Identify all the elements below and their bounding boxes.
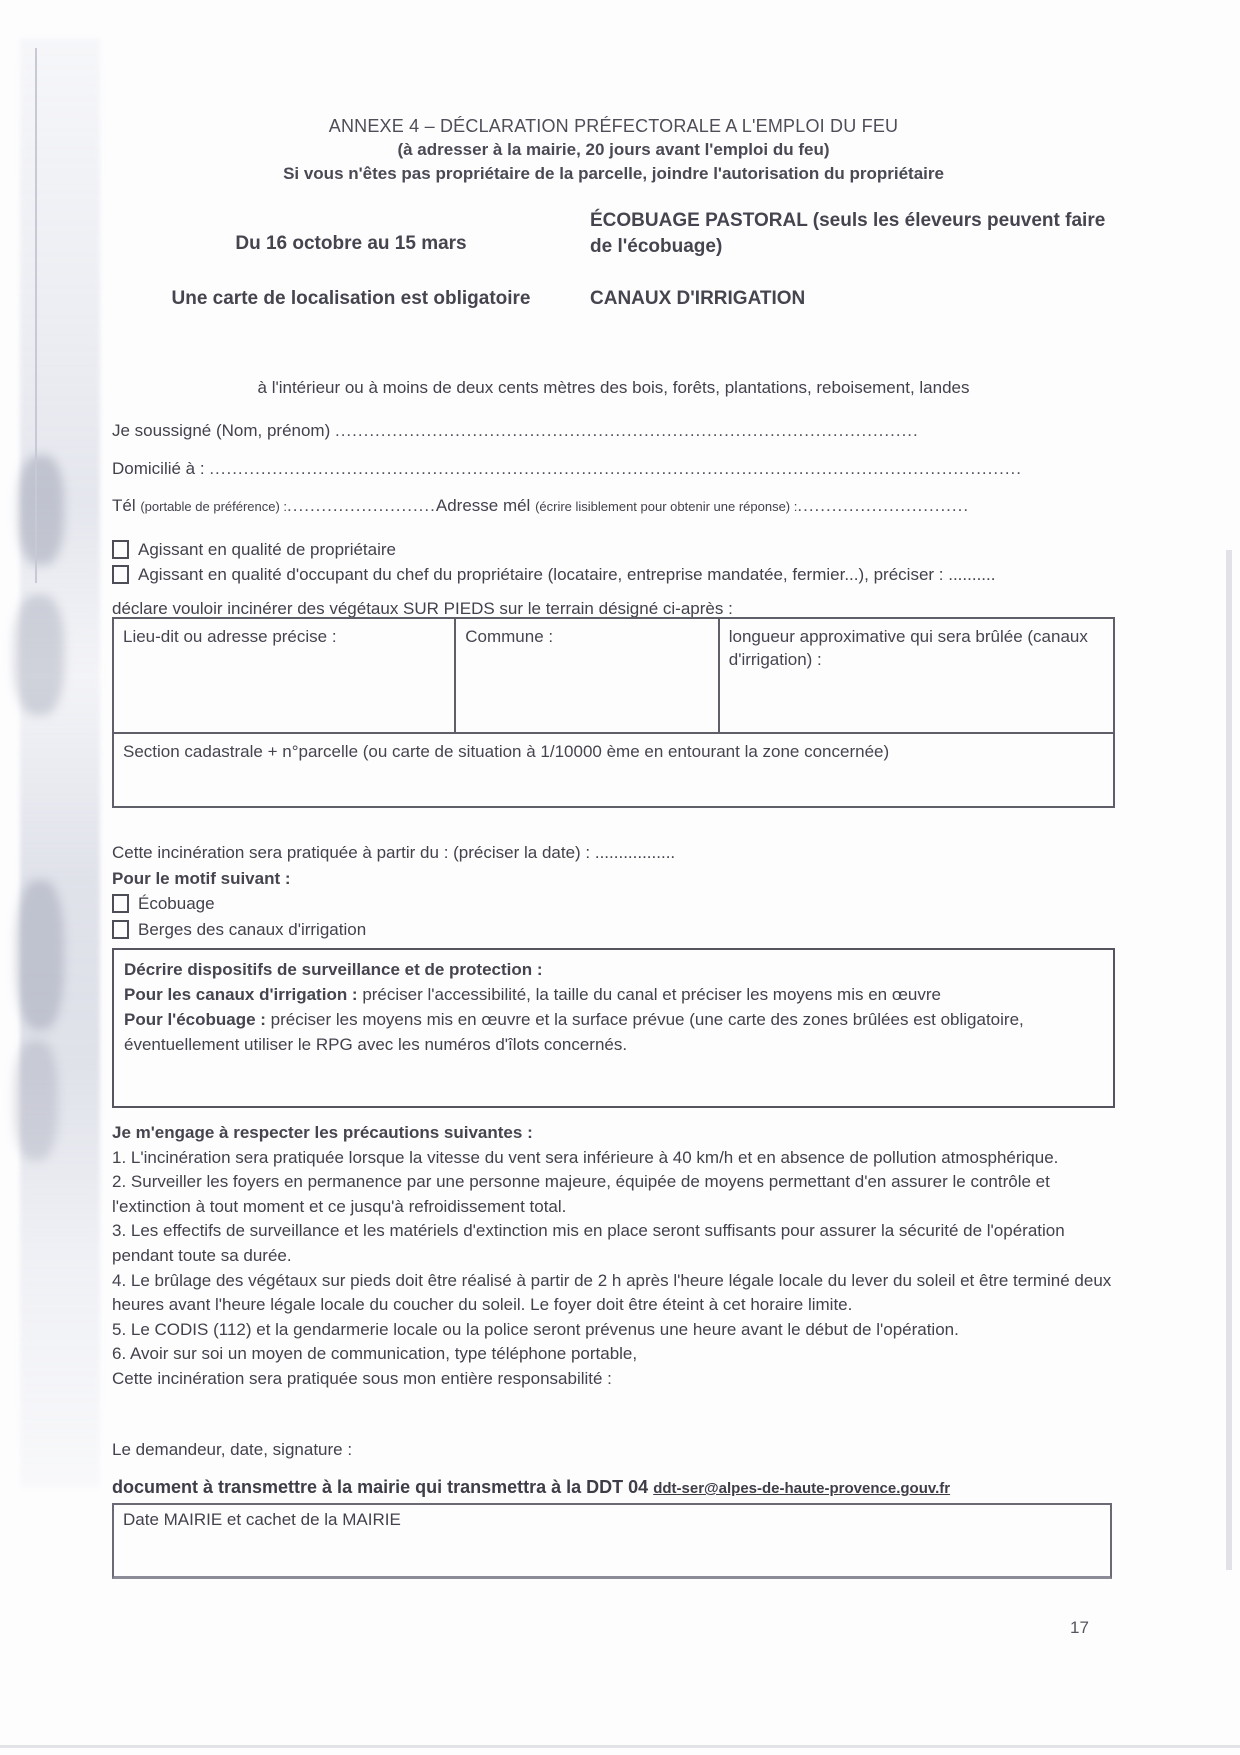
scan-smudge — [16, 880, 64, 1030]
mairie-stamp-label: Date MAIRIE et cachet de la MAIRIE — [123, 1510, 401, 1529]
tel-field: .......................... — [287, 496, 436, 515]
applicant-name-line — [112, 421, 1115, 441]
owner-checkbox[interactable] — [112, 540, 129, 559]
scan-vertical-line — [35, 48, 37, 583]
applicant-name-field: ...................................................................................................... — [334, 421, 919, 440]
surveillance-canaux-text: préciser l'accessibilité, la taille du canal et préciser les moyens mis en œuvre — [357, 985, 941, 1004]
proximity-note: à l'intérieur ou à moins de deux cents mètres des bois, forêts, plantations, reboisement, landes — [257, 378, 970, 397]
applicant-name-label: Je soussigné (Nom, prénom) — [112, 421, 335, 440]
transmit-text: document à transmettre à la mairie qui transmettra à la DDT 04 — [112, 1477, 654, 1497]
surveillance-canaux-line — [124, 982, 1103, 1007]
map-required-note: Une carte de localisation est obligatoire — [171, 288, 531, 309]
email-note: (écrire lisiblement pour obtenir une réponse) : — [535, 499, 798, 514]
transmit-note — [112, 1477, 1115, 1498]
table-cell-commune: Commune : — [455, 618, 719, 733]
owner-option-label: Agissant en qualité de propriétaire — [138, 540, 396, 559]
engagement-item-5: 5. Le CODIS (112) et la gendarmerie locale ou la police seront prévenus une heure avant le début de l'opération. — [112, 1319, 959, 1339]
signature-line: Le demandeur, date, signature : — [112, 1440, 353, 1459]
subtitles-row — [112, 286, 1115, 315]
surveillance-box — [112, 948, 1115, 1108]
occupant-option-row — [112, 562, 1115, 587]
scan-bottom-edge-line — [0, 1745, 1240, 1748]
surveillance-ecobuage-label: Pour l'écobuage : — [124, 1010, 266, 1029]
surveillance-ecobuage-line — [124, 1007, 1103, 1057]
engagement-item-3: 3. Les effectifs de surveillance et les matériels d'extinction mis en place seront suffisants pour assurer la sécurité de l'opération pendant toute sa durée. — [112, 1221, 1065, 1265]
engagement-heading: Je m'engage à respecter les précautions suivantes : — [112, 1123, 533, 1142]
titles-row — [112, 208, 1115, 260]
address-line — [112, 459, 1115, 479]
engagement-item-6: 6. Avoir sur soi un moyen de communication, type téléphone portable, — [112, 1344, 638, 1364]
surveillance-heading: Décrire dispositifs de surveillance et de protection : — [124, 960, 543, 979]
tel-label: Tél — [112, 496, 141, 515]
quality-options — [112, 537, 1115, 587]
burn-date-line: Cette incinération sera pratiquée à partir du : (préciser la date) : ................. — [112, 843, 676, 862]
declaration-intent: déclare vouloir incinérer des végétaux SUR PIEDS sur le terrain désigné ci-après : — [112, 599, 733, 618]
owner-option-row — [112, 537, 1115, 562]
motif-ecobuage-row — [112, 894, 1115, 914]
motif-ecobuage-checkbox[interactable] — [112, 894, 129, 913]
location-table — [112, 617, 1115, 808]
engagement-item-4: 4. Le brûlage des végétaux sur pieds doit être réalisé à partir de 2 h après l'heure légale locale du lever du soleil et être terminé deux heures avant l'heure légale locale du coucher du soleil. Le foyer doit être éteint à cet horaire limite. — [112, 1270, 1112, 1315]
occupant-checkbox[interactable] — [112, 565, 129, 584]
form-subtitle-delay: (à adresser à la mairie, 20 jours avant l'emploi du feu) — [397, 140, 830, 159]
engagement-item-1: 1. L'incinération sera pratiquée lorsque la vitesse du vent sera inférieure à 40 km/h et en absence de pollution atmosphérique. — [112, 1147, 1059, 1167]
occupant-option-label: Agissant en qualité d'occupant du chef du propriétaire (locataire, entreprise mandatée, fermier...), préciser : .......... — [138, 565, 996, 584]
address-field: .............................................................................................................................................. — [209, 459, 1022, 478]
scan-smudge — [14, 1040, 58, 1160]
page-number: 17 — [1070, 1618, 1089, 1637]
scan-smudge-left-band — [20, 38, 100, 1488]
mairie-stamp-box — [112, 1503, 1112, 1579]
responsibility-note: Cette incinération sera pratiquée sous mon entière responsabilité : — [112, 1368, 612, 1388]
scan-right-edge-band — [1226, 550, 1232, 1570]
engagement-section — [112, 1121, 1115, 1392]
motif-label: Pour le motif suivant : — [112, 869, 291, 888]
motif-berges-label: Berges des canaux d'irrigation — [138, 920, 367, 939]
surveillance-canaux-label: Pour les canaux d'irrigation : — [124, 985, 358, 1004]
transmit-email-link[interactable]: ddt-ser@alpes-de-haute-provence.gouv.fr — [653, 1480, 951, 1497]
engagement-item-2: 2. Surveiller les foyers en permanence par une personne majeure, équipée de moyens permettant d'en assurer le contrôle et l'extinction à tout moment et ce jusqu'à refroidissement total. — [112, 1172, 1050, 1216]
canaux-title: CANAUX D'IRRIGATION — [590, 288, 806, 309]
table-cell-longueur: longueur approximative qui sera brûlée (canaux d'irrigation) : — [719, 618, 1114, 733]
email-label: Adresse mél — [435, 496, 536, 515]
motif-ecobuage-label: Écobuage — [138, 894, 215, 913]
scan-smudge — [18, 455, 64, 565]
scan-smudge — [14, 595, 64, 715]
motif-berges-row — [112, 920, 1115, 940]
tel-note: (portable de préférence) : — [140, 499, 288, 514]
ecobuage-title: ÉCOBUAGE PASTORAL (seuls les éleveurs peuvent faire de l'écobuage) — [590, 210, 1106, 257]
table-cell-lieu-dit: Lieu-dit ou adresse précise : — [113, 618, 455, 733]
email-field: .............................. — [797, 496, 970, 515]
form-subtitle-owner: Si vous n'êtes pas propriétaire de la parcelle, joindre l'autorisation du propriétaire — [283, 164, 944, 183]
phone-email-line — [112, 496, 1115, 516]
motif-berges-checkbox[interactable] — [112, 920, 129, 939]
period-title: Du 16 octobre au 15 mars — [235, 233, 467, 254]
form-title: ANNEXE 4 – DÉCLARATION PRÉFECTORALE A L'EMPLOI DU FEU — [328, 116, 899, 136]
table-cell-cadastrale: Section cadastrale + n°parcelle (ou carte de situation à 1/10000 ème en entourant la zone concernée) — [113, 733, 1114, 807]
address-label: Domicilié à : — [112, 459, 210, 478]
surveillance-ecobuage-text: préciser les moyens mis en œuvre et la surface prévue (une carte des zones brûlées est obligatoire, éventuellement utiliser le RPG avec les numéros d'îlots concernés. — [124, 1010, 1024, 1054]
form-header — [112, 114, 1115, 186]
